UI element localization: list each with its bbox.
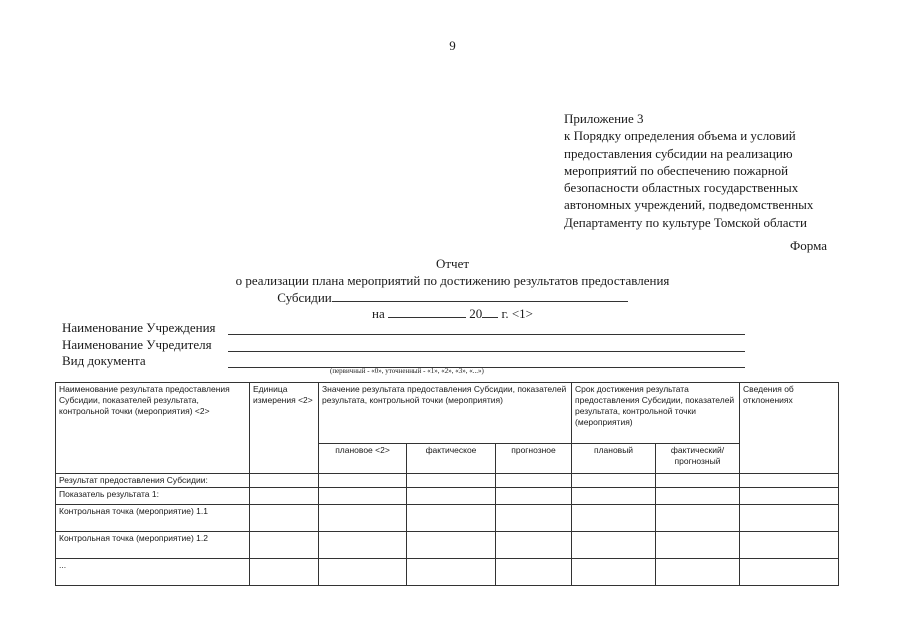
table-cell[interactable] <box>496 505 572 532</box>
header-row <box>56 383 839 444</box>
row-label: Контрольная точка (мероприятие) 1.1 <box>56 505 250 532</box>
founder-label: Наименование Учредителя <box>62 337 212 352</box>
header-deviations: Сведения об отклонениях <box>740 383 839 474</box>
header-deadline: Срок достижения результата предоставления Субсидии, показателей результата, контрольной точки (мероприятия) <box>572 383 740 444</box>
report-subtitle: о реализации плана мероприятий по достижению результатов предоставления <box>235 273 670 288</box>
table-cell[interactable] <box>496 559 572 586</box>
table-cell[interactable] <box>496 532 572 559</box>
table-cell[interactable] <box>740 559 839 586</box>
table-cell[interactable] <box>407 505 496 532</box>
row-label: Показатель результата 1: <box>56 488 250 505</box>
table-cell[interactable] <box>656 505 740 532</box>
appendix-line: автономных учреждений, подведомственных <box>564 197 814 213</box>
table-cell[interactable] <box>407 559 496 586</box>
table-cell[interactable] <box>319 488 407 505</box>
page-number: 9 <box>449 38 456 53</box>
date-suffix: г. <1> <box>501 306 533 321</box>
table-row <box>56 505 839 532</box>
table-cell[interactable] <box>319 559 407 586</box>
table-row <box>56 559 839 586</box>
table-cell[interactable] <box>572 532 656 559</box>
row-label: ... <box>56 559 250 586</box>
table-cell[interactable] <box>740 474 839 488</box>
table-cell[interactable] <box>496 474 572 488</box>
table-row <box>56 474 839 488</box>
form-label: Форма <box>790 238 827 253</box>
institution-field[interactable] <box>228 334 745 335</box>
table-row <box>56 532 839 559</box>
table-cell[interactable] <box>250 474 319 488</box>
header-result-name: Наименование результата предоставления Субсидии, показателей результата, контрольной точки (мероприятия) <2> <box>56 383 250 474</box>
table-cell[interactable] <box>250 532 319 559</box>
table-cell[interactable] <box>740 505 839 532</box>
table-cell[interactable] <box>250 505 319 532</box>
table-cell[interactable] <box>572 505 656 532</box>
table-cell[interactable] <box>572 474 656 488</box>
table-cell[interactable] <box>572 559 656 586</box>
date-prefix: на <box>371 306 385 321</box>
row-label: Результат предоставления Субсидии: <box>56 474 250 488</box>
table-cell[interactable] <box>250 488 319 505</box>
table-cell[interactable] <box>572 488 656 505</box>
subsidy-line <box>0 289 905 306</box>
table-cell[interactable] <box>319 532 407 559</box>
report-table <box>55 382 839 586</box>
appendix-block <box>564 110 813 231</box>
report-title: Отчет <box>435 256 470 271</box>
subsidy-label: Субсидии <box>277 290 332 305</box>
table-cell[interactable] <box>407 532 496 559</box>
doc-type-field[interactable] <box>228 367 745 368</box>
year-blank[interactable] <box>482 305 498 318</box>
header-unit: Единица измерения <2> <box>250 383 319 474</box>
table-cell[interactable] <box>407 488 496 505</box>
appendix-line: безопасности областных государственных <box>564 180 799 196</box>
appendix-line: предоставления субсидии на реализацию <box>564 145 793 161</box>
table-cell[interactable] <box>740 532 839 559</box>
table-cell[interactable] <box>656 488 740 505</box>
date-blank[interactable] <box>388 305 466 318</box>
table-cell[interactable] <box>319 474 407 488</box>
row-label: Контрольная точка (мероприятие) 1.2 <box>56 532 250 559</box>
date-year-prefix: 20 <box>469 306 483 321</box>
table-row <box>56 488 839 505</box>
subheader-planned-date: плановый <box>572 444 656 474</box>
appendix-line: мероприятий по обеспечению пожарной <box>564 162 789 178</box>
table-cell[interactable] <box>656 559 740 586</box>
table-cell[interactable] <box>319 505 407 532</box>
table-cell[interactable] <box>407 474 496 488</box>
subheader-actual-forecast-date: фактический/ прогнозный <box>656 444 740 474</box>
subheader-forecast-value: прогнозное <box>496 444 572 474</box>
appendix-line: к Порядку определения объема и условий <box>564 128 796 144</box>
doc-type-hint: (первичный - «0», уточненный - «1», «2», «3», «...») <box>330 367 484 375</box>
subheader-actual-value: фактическое <box>407 444 496 474</box>
doc-type-label: Вид документа <box>62 353 146 368</box>
table-cell[interactable] <box>656 474 740 488</box>
institution-label: Наименование Учреждения <box>62 320 216 335</box>
founder-field[interactable] <box>228 351 745 352</box>
table-cell[interactable] <box>740 488 839 505</box>
table-cell[interactable] <box>656 532 740 559</box>
table-cell[interactable] <box>250 559 319 586</box>
appendix-line: Департаменту по культуре Томской области <box>564 214 807 230</box>
appendix-line: Приложение 3 <box>564 111 644 126</box>
table-cell[interactable] <box>496 488 572 505</box>
header-value: Значение результата предоставления Субсидии, показателей результата, контрольной точки (мероприятия) <box>319 383 572 444</box>
subheader-planned-value: плановое <2> <box>319 444 407 474</box>
subsidy-blank[interactable] <box>332 289 628 302</box>
